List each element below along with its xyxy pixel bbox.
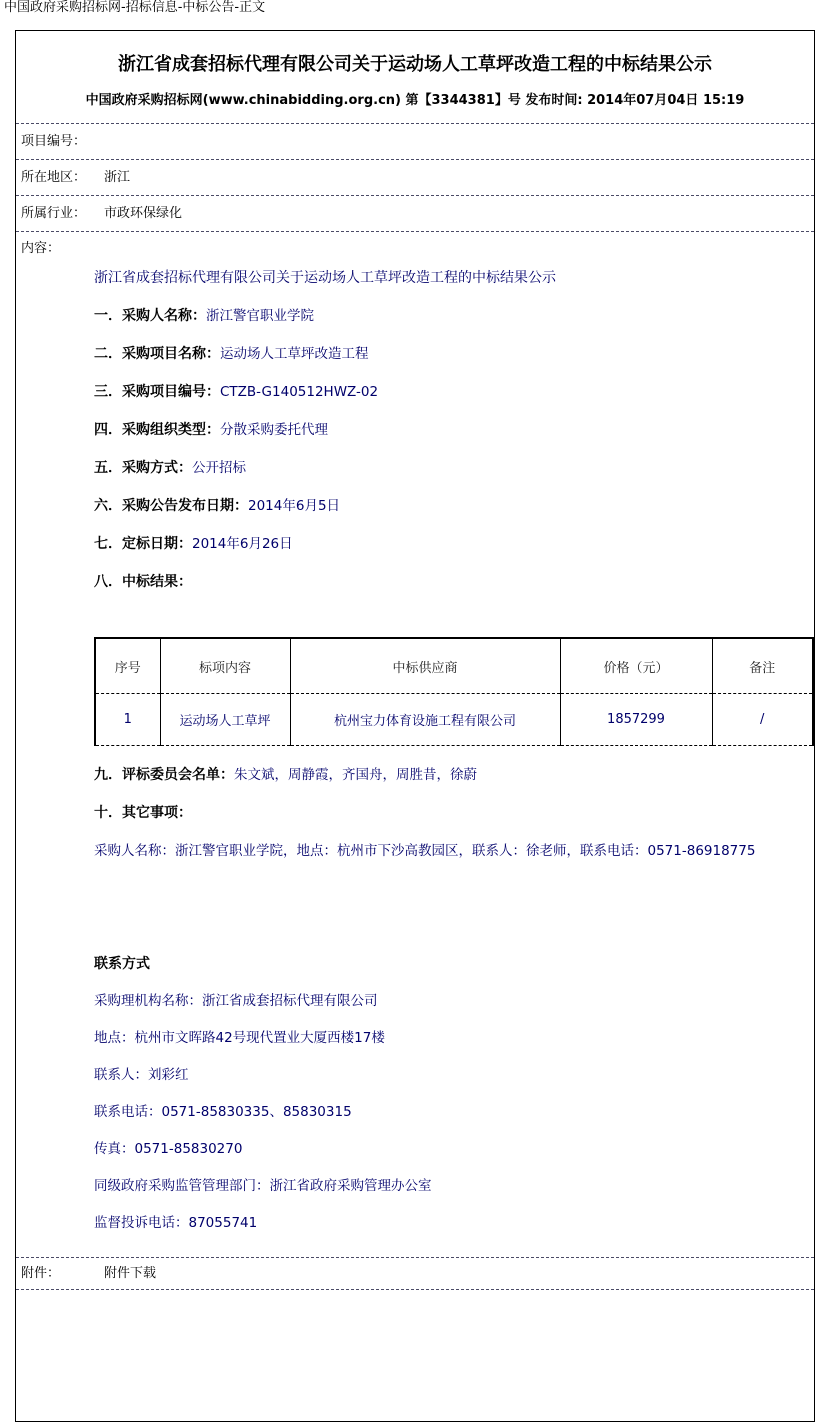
attachment-row	[16, 1257, 814, 1290]
breadcrumb: 中国政府采购招标网-招标信息-中标公告-正文	[4, 0, 266, 15]
cell-lot: 运动场人工草坪	[160, 694, 290, 746]
table-header-row	[95, 638, 813, 694]
meta-row-project-no	[16, 124, 814, 160]
announcement-box	[15, 30, 815, 1422]
table-header-cell: 中标供应商	[290, 638, 560, 694]
item-label: 七．定标日期：	[94, 536, 192, 552]
content-label: 内容：	[21, 241, 61, 256]
numbered-item	[94, 536, 794, 553]
contact-lines	[94, 993, 794, 1232]
item-label: 六．采购公告发布日期：	[94, 498, 248, 514]
numbered-items-2	[94, 767, 794, 822]
numbered-item	[94, 574, 794, 591]
industry-value: 市政环保绿化	[104, 206, 183, 221]
region-label: 所在地区：	[21, 170, 87, 185]
item-label: 二．采购项目名称：	[94, 346, 220, 362]
numbered-item	[94, 422, 794, 439]
item-value: 浙江警官职业学院	[206, 308, 314, 324]
numbered-item	[94, 384, 794, 401]
contact-line: 监督投诉电话：87055741	[94, 1215, 258, 1231]
cell-supplier: 杭州宝力体育设施工程有限公司	[290, 694, 560, 746]
numbered-item	[94, 308, 794, 325]
contact-line: 地点：杭州市文晖路42号现代置业大厦西楼17楼	[94, 1030, 385, 1046]
item-value: 2014年6月5日	[248, 498, 341, 514]
content-heading: 浙江省成套招标代理有限公司关于运动场人工草坪改造工程的中标结果公示	[94, 270, 556, 286]
cell-remark: /	[712, 694, 813, 746]
item-label: 五．采购方式：	[94, 460, 192, 476]
numbered-item	[94, 498, 794, 515]
item-value: 朱文斌，周静霞，齐国舟，周胜昔，徐蔚	[234, 767, 477, 783]
contact-line: 同级政府采购监管管理部门：浙江省政府采购管理办公室	[94, 1178, 432, 1194]
table-header-cell: 序号	[95, 638, 160, 694]
item-value: CTZB-G140512HWZ-02	[220, 384, 379, 400]
contact-line: 联系人：刘彩红	[94, 1067, 189, 1083]
table-header-cell: 价格（元）	[560, 638, 712, 694]
purchaser-info-line: 采购人名称：浙江警官职业学院，地点：杭州市下沙高教园区，联系人：徐老师，联系电话：0571-86918775	[94, 843, 756, 859]
item-label: 一．采购人名称：	[94, 308, 206, 324]
region-value: 浙江	[104, 170, 131, 185]
industry-label: 所属行业：	[21, 206, 87, 221]
item-value: 2014年6月26日	[192, 536, 293, 552]
doc-subtitle: 中国政府采购招标网(www.chinabidding.org.cn) 第【3344381】号 发布时间: 2014年07月04日 15:19	[85, 93, 745, 108]
numbered-item	[94, 767, 794, 784]
item-label: 八．中标结果：	[94, 574, 192, 590]
attachment-label: 附件：	[21, 1266, 61, 1281]
meta-row-industry	[16, 196, 814, 232]
numbered-items	[94, 308, 794, 591]
contact-line: 传真：0571-85830270	[94, 1141, 243, 1157]
numbered-item	[94, 805, 794, 822]
item-value: 分散采购委托代理	[220, 422, 328, 438]
contact-line: 联系电话：0571-85830335、85830315	[94, 1104, 352, 1120]
table-header-cell: 标项内容	[160, 638, 290, 694]
meta-row-region	[16, 160, 814, 196]
numbered-item	[94, 346, 794, 363]
item-label: 十．其它事项：	[94, 805, 192, 821]
page-title: 浙江省成套招标代理有限公司关于运动场人工草坪改造工程的中标结果公示	[118, 54, 712, 75]
item-label: 三．采购项目编号：	[94, 384, 220, 400]
cell-price: 1857299	[560, 694, 712, 746]
table-header-cell: 备注	[712, 638, 813, 694]
table-row	[95, 694, 813, 746]
content-body	[94, 269, 794, 1232]
table-body	[95, 694, 813, 746]
item-label: 四．采购组织类型：	[94, 422, 220, 438]
item-value: 运动场人工草坪改造工程	[220, 346, 369, 362]
attachment-download-link[interactable]: 附件下载	[104, 1266, 157, 1281]
contact-line: 采购理机构名称：浙江省成套招标代理有限公司	[94, 993, 378, 1009]
project-no-label: 项目编号：	[21, 134, 87, 149]
contact-section-heading: 联系方式	[94, 956, 150, 972]
doc-header	[16, 31, 814, 124]
item-label: 九．评标委员会名单：	[94, 767, 234, 783]
bid-result-table	[94, 637, 814, 746]
cell-seq: 1	[95, 694, 160, 746]
item-value: 公开招标	[192, 460, 246, 476]
numbered-item	[94, 460, 794, 477]
